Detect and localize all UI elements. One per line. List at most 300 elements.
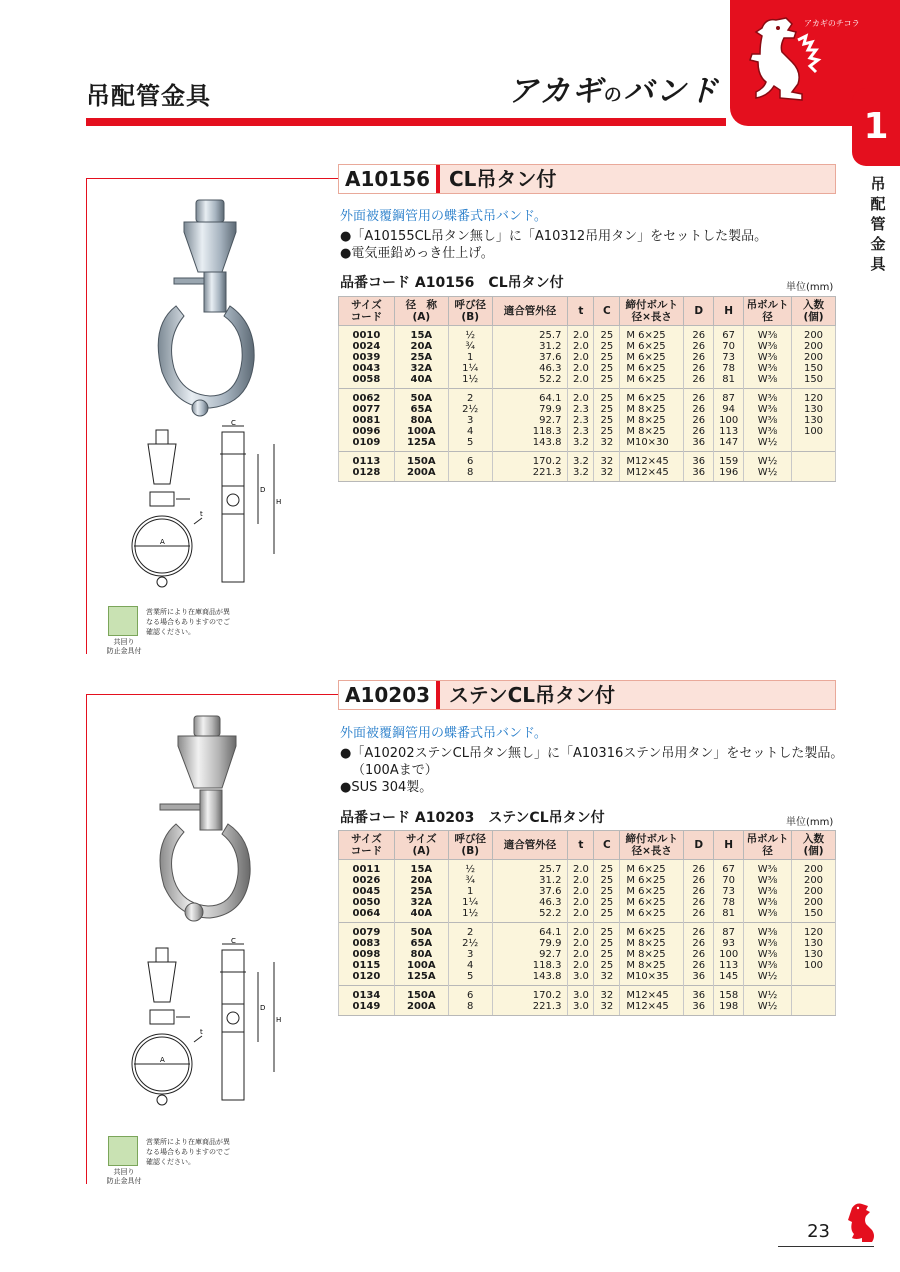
table-cell: 2.0 <box>568 352 594 363</box>
mascot-dinosaur-icon <box>740 10 820 120</box>
table-cell: M 8×25 <box>620 426 684 437</box>
table-cell: M 6×25 <box>620 897 684 908</box>
table-cell: 150 <box>792 374 836 389</box>
table-cell: M 6×25 <box>620 860 684 876</box>
table-cell: 40A <box>394 374 448 389</box>
table-cell: 6 <box>448 452 492 468</box>
table-cell: 0026 <box>339 875 395 886</box>
table-cell: 120 <box>792 923 836 939</box>
table-cell: 3.0 <box>568 971 594 986</box>
dim-label-d: D <box>260 1004 266 1012</box>
table-cell <box>792 1001 836 1016</box>
table-cell: 26 <box>684 389 714 405</box>
table-row <box>339 986 836 1002</box>
table-cell <box>792 986 836 1002</box>
table-cell: 37.6 <box>492 352 568 363</box>
table-cell: 64.1 <box>492 389 568 405</box>
table-cell: 0045 <box>339 886 395 897</box>
table-cell: 8 <box>448 1001 492 1016</box>
table-cell: 25 <box>594 960 620 971</box>
table-cell: 200 <box>792 326 836 342</box>
table-cell: 70 <box>714 875 744 886</box>
table-cell: 25 <box>594 389 620 405</box>
table-cell: 3 <box>448 949 492 960</box>
table-cell: W⅜ <box>744 949 792 960</box>
table-cell: 26 <box>684 374 714 389</box>
table-cell: 32A <box>394 363 448 374</box>
table-cell: 26 <box>684 426 714 437</box>
product-title-bar <box>338 164 836 194</box>
table-cell: 25 <box>594 326 620 342</box>
table-cell: M10×30 <box>620 437 684 452</box>
table-cell: 87 <box>714 389 744 405</box>
table-cell: 150 <box>792 363 836 374</box>
table-cell: 25 <box>594 352 620 363</box>
col-header-bolt: 締付ボルト 径×長さ <box>620 297 684 326</box>
table-cell: 25A <box>394 886 448 897</box>
table-cell: 26 <box>684 875 714 886</box>
section-frame-left <box>86 178 87 654</box>
table-cell: 2.3 <box>568 415 594 426</box>
table-cell: 1 <box>448 352 492 363</box>
brand-logo <box>508 66 720 110</box>
table-cell: 92.7 <box>492 415 568 426</box>
col-header-t: t <box>568 831 594 860</box>
table-row <box>339 389 836 405</box>
table-row <box>339 341 836 352</box>
table-cell: 20A <box>394 341 448 352</box>
product-bullet: （100Aまで） <box>352 763 438 778</box>
dimension-drawing <box>124 419 294 594</box>
table-cell: 0081 <box>339 415 395 426</box>
table-cell: 81 <box>714 908 744 923</box>
table-cell: 2.0 <box>568 897 594 908</box>
table-cell: W½ <box>744 467 792 482</box>
table-cell: W⅜ <box>744 897 792 908</box>
table-cell: 92.7 <box>492 949 568 960</box>
table-cell: 0024 <box>339 341 395 352</box>
table-cell: 2.0 <box>568 860 594 876</box>
table-cell: 143.8 <box>492 971 568 986</box>
table-cell: 2.0 <box>568 341 594 352</box>
table-cell: M 6×25 <box>620 374 684 389</box>
table-cell: 2.0 <box>568 875 594 886</box>
product-summary: 外面被覆鋼管用の蝶番式吊バンド。 <box>340 726 547 741</box>
table-cell: 125A <box>394 971 448 986</box>
dimension-drawing <box>124 937 294 1112</box>
table-cell: 78 <box>714 363 744 374</box>
table-cell: 3 <box>448 415 492 426</box>
table-cell: 0149 <box>339 1001 395 1016</box>
brand-logo-main: アカギ <box>508 74 604 109</box>
table-cell: 0010 <box>339 326 395 342</box>
table-cell: 26 <box>684 960 714 971</box>
table-cell: W⅜ <box>744 404 792 415</box>
table-row <box>339 960 836 971</box>
product-name: CL吊タン付 <box>449 167 557 191</box>
unit-label: 単位(mm) <box>786 282 834 293</box>
table-cell: 26 <box>684 404 714 415</box>
section-frame-top <box>86 178 338 179</box>
table-cell: 26 <box>684 860 714 876</box>
table-cell: 32 <box>594 1001 620 1016</box>
table-row <box>339 415 836 426</box>
table-cell: 0077 <box>339 404 395 415</box>
table-cell: 26 <box>684 908 714 923</box>
table-cell: 2.0 <box>568 363 594 374</box>
icon-caption: 防止金具付 <box>106 647 142 655</box>
table-cell: 130 <box>792 415 836 426</box>
corner-caption: アカギのチコラ <box>804 19 860 28</box>
table-row <box>339 467 836 482</box>
dim-label-a: A <box>160 538 165 546</box>
table-cell: 3.2 <box>568 452 594 468</box>
table-cell: 0011 <box>339 860 395 876</box>
table-cell: W⅜ <box>744 415 792 426</box>
table-cell: 52.2 <box>492 908 568 923</box>
product-bullet: ●「A10155CL吊タン無し」に「A10312吊用タン」をセットした製品。 <box>340 229 768 244</box>
table-cell: 150A <box>394 986 448 1002</box>
table-cell: 26 <box>684 938 714 949</box>
anti-rotation-icon <box>108 606 138 636</box>
table-cell: M12×45 <box>620 467 684 482</box>
product-bullet: ●SUS 304製。 <box>340 780 433 795</box>
table-cell: 3.0 <box>568 986 594 1002</box>
table-cell: 25 <box>594 886 620 897</box>
table-cell: 200A <box>394 467 448 482</box>
col-header-h: H <box>714 297 744 326</box>
table-cell: 3.2 <box>568 467 594 482</box>
table-cell: M 6×25 <box>620 875 684 886</box>
table-cell: M 6×25 <box>620 326 684 342</box>
product-photo <box>148 712 278 932</box>
table-cell: 52.2 <box>492 374 568 389</box>
table-cell: 15A <box>394 326 448 342</box>
table-cell: 5 <box>448 437 492 452</box>
table-cell: 1½ <box>448 908 492 923</box>
table-cell: 0064 <box>339 908 395 923</box>
table-cell: W½ <box>744 437 792 452</box>
table-cell: 1 <box>448 886 492 897</box>
table-cell: 50A <box>394 923 448 939</box>
table-cell: 147 <box>714 437 744 452</box>
table-row <box>339 886 836 897</box>
table-cell: 130 <box>792 404 836 415</box>
dim-label-t: t <box>200 510 203 518</box>
table-cell: M 6×25 <box>620 352 684 363</box>
table-cell: M 6×25 <box>620 908 684 923</box>
brand-logo-tail: バンド <box>623 74 720 109</box>
col-header-size-code: サイズ コード <box>339 831 395 860</box>
table-cell: 31.2 <box>492 341 568 352</box>
table-cell: 4 <box>448 426 492 437</box>
icon-caption: 防止金具付 <box>106 1177 142 1185</box>
table-cell: 221.3 <box>492 467 568 482</box>
table-cell: ½ <box>448 326 492 342</box>
table-cell: 0134 <box>339 986 395 1002</box>
table-cell: 26 <box>684 886 714 897</box>
table-cell: 25 <box>594 860 620 876</box>
dim-label-c: C <box>231 419 236 427</box>
table-row <box>339 326 836 342</box>
table-cell: W½ <box>744 986 792 1002</box>
table-cell: 93 <box>714 938 744 949</box>
table-cell: M 6×25 <box>620 341 684 352</box>
table-cell: M12×45 <box>620 1001 684 1016</box>
table-row <box>339 860 836 876</box>
table-cell: 26 <box>684 897 714 908</box>
table-cell: 73 <box>714 352 744 363</box>
table-cell: 26 <box>684 923 714 939</box>
table-cell: M12×45 <box>620 986 684 1002</box>
table-cell: 25 <box>594 923 620 939</box>
col-header-hanger-bolt: 吊ボルト 径 <box>744 831 792 860</box>
col-header-hanger-bolt: 吊ボルト 径 <box>744 297 792 326</box>
table-cell: 0128 <box>339 467 395 482</box>
col-header-c: C <box>594 831 620 860</box>
table-cell: 25.7 <box>492 326 568 342</box>
table-cell: 125A <box>394 437 448 452</box>
table-cell: 100 <box>792 426 836 437</box>
dim-label-t: t <box>200 1028 203 1036</box>
table-cell: 130 <box>792 949 836 960</box>
table-cell: 65A <box>394 938 448 949</box>
table-cell: 36 <box>684 986 714 1002</box>
product-title-bar <box>338 680 836 710</box>
table-cell: 25 <box>594 374 620 389</box>
table-cell: 65A <box>394 404 448 415</box>
col-header-h: H <box>714 831 744 860</box>
col-header-pipe-od: 適合管外径 <box>492 297 568 326</box>
table-cell: 32 <box>594 452 620 468</box>
table-cell: 158 <box>714 986 744 1002</box>
mascot-small-icon <box>844 1200 880 1244</box>
table-cell: 2.0 <box>568 326 594 342</box>
table-cell: 25A <box>394 352 448 363</box>
col-header-qty: 入数 (個) <box>792 297 836 326</box>
table-cell: 36 <box>684 452 714 468</box>
table-cell: 64.1 <box>492 923 568 939</box>
chapter-tab[interactable]: 1 <box>852 88 900 166</box>
table-cell: ¾ <box>448 875 492 886</box>
table-cell: 26 <box>684 949 714 960</box>
table-row <box>339 923 836 939</box>
table-cell: 200 <box>792 352 836 363</box>
table-cell: 73 <box>714 886 744 897</box>
col-header-nominal-b: 呼び径 (B) <box>448 297 492 326</box>
table-row <box>339 971 836 986</box>
product-photo <box>148 196 278 426</box>
table-cell: 26 <box>684 352 714 363</box>
col-header-nominal-b: 呼び径 (B) <box>448 831 492 860</box>
table-cell: 150 <box>792 908 836 923</box>
table-cell: M 8×25 <box>620 960 684 971</box>
table-cell: 2.0 <box>568 949 594 960</box>
table-cell: W⅜ <box>744 374 792 389</box>
col-header-size-code: サイズ コード <box>339 297 395 326</box>
table-cell: 145 <box>714 971 744 986</box>
table-cell: 1½ <box>448 374 492 389</box>
table-cell: 25 <box>594 415 620 426</box>
table-cell: 2½ <box>448 404 492 415</box>
table-cell: 200 <box>792 875 836 886</box>
table-cell: 0109 <box>339 437 395 452</box>
table-cell: W½ <box>744 971 792 986</box>
table-cell: W⅜ <box>744 426 792 437</box>
product-code: A10156 <box>339 165 440 193</box>
page-number: 23 <box>807 1221 830 1242</box>
table-cell: 113 <box>714 426 744 437</box>
table-cell: 0043 <box>339 363 395 374</box>
table-cell: W⅜ <box>744 341 792 352</box>
table-cell: 143.8 <box>492 437 568 452</box>
table-cell: 37.6 <box>492 886 568 897</box>
table-cell: W⅜ <box>744 860 792 876</box>
table-cell: 120 <box>792 389 836 405</box>
table-cell: M12×45 <box>620 452 684 468</box>
table-cell: 0113 <box>339 452 395 468</box>
table-cell: 2 <box>448 389 492 405</box>
col-header-c: C <box>594 297 620 326</box>
table-cell: 25 <box>594 426 620 437</box>
table-cell: M10×35 <box>620 971 684 986</box>
table-cell: 20A <box>394 875 448 886</box>
table-cell: 2.3 <box>568 404 594 415</box>
table-cell: 94 <box>714 404 744 415</box>
table-cell: W⅜ <box>744 938 792 949</box>
table-cell <box>792 452 836 468</box>
table-cell <box>792 971 836 986</box>
product-bullet: ●電気亜鉛めっき仕上げ。 <box>340 246 494 261</box>
brand-logo-no: の <box>603 85 624 106</box>
table-cell <box>792 437 836 452</box>
table-cell: 0039 <box>339 352 395 363</box>
code-line: 品番コード A10203 ステンCL吊タン付 <box>340 810 605 826</box>
product-code: A10203 <box>339 681 440 709</box>
table-cell: 198 <box>714 1001 744 1016</box>
table-cell: 100 <box>792 960 836 971</box>
section-frame-top <box>86 694 338 695</box>
table-cell: 100A <box>394 426 448 437</box>
col-header-qty: 入数 (個) <box>792 831 836 860</box>
table-cell: 8 <box>448 467 492 482</box>
table-cell: 0120 <box>339 971 395 986</box>
table-cell: 4 <box>448 960 492 971</box>
table-cell: 25 <box>594 908 620 923</box>
col-header-t: t <box>568 297 594 326</box>
col-header-bolt: 締付ボルト 径×長さ <box>620 831 684 860</box>
table-cell: 113 <box>714 960 744 971</box>
table-cell: 130 <box>792 938 836 949</box>
table-cell: 0098 <box>339 949 395 960</box>
table-cell: ¾ <box>448 341 492 352</box>
table-cell: 0083 <box>339 938 395 949</box>
dim-label-h: H <box>276 1016 282 1024</box>
table-row <box>339 426 836 437</box>
table-cell: 2.0 <box>568 886 594 897</box>
table-cell: 67 <box>714 860 744 876</box>
table-cell: M 8×25 <box>620 938 684 949</box>
table-cell: 40A <box>394 908 448 923</box>
table-row <box>339 908 836 923</box>
table-cell: 2.0 <box>568 389 594 405</box>
table-cell: 26 <box>684 415 714 426</box>
table-cell: ½ <box>448 860 492 876</box>
table-cell: 1¼ <box>448 897 492 908</box>
table-cell: M 6×25 <box>620 886 684 897</box>
table-cell: 5 <box>448 971 492 986</box>
table-cell: 170.2 <box>492 986 568 1002</box>
col-header-d: D <box>684 297 714 326</box>
table-cell: 200A <box>394 1001 448 1016</box>
table-row <box>339 374 836 389</box>
table-cell: M 6×25 <box>620 389 684 405</box>
table-cell: 15A <box>394 860 448 876</box>
dim-label-h: H <box>276 498 282 506</box>
table-cell: 200 <box>792 897 836 908</box>
product-summary: 外面被覆鋼管用の蝶番式吊バンド。 <box>340 209 547 224</box>
table-cell: W⅜ <box>744 352 792 363</box>
table-cell: 0062 <box>339 389 395 405</box>
table-cell: 78 <box>714 897 744 908</box>
table-cell: 0115 <box>339 960 395 971</box>
table-cell: 80A <box>394 415 448 426</box>
table-cell: 2½ <box>448 938 492 949</box>
table-row <box>339 363 836 374</box>
table-cell: 2.0 <box>568 374 594 389</box>
table-cell: M 6×25 <box>620 363 684 374</box>
table-cell: 221.3 <box>492 1001 568 1016</box>
spec-table <box>338 830 836 1016</box>
table-cell: 36 <box>684 1001 714 1016</box>
table-cell: 200 <box>792 341 836 352</box>
table-cell: M 6×25 <box>620 923 684 939</box>
table-row <box>339 897 836 908</box>
table-cell: 25 <box>594 363 620 374</box>
table-cell: W⅜ <box>744 923 792 939</box>
table-cell: 196 <box>714 467 744 482</box>
chapter-label: 吊配管金具 <box>870 175 886 273</box>
table-cell: 1¼ <box>448 363 492 374</box>
table-cell: 170.2 <box>492 452 568 468</box>
table-cell: 0096 <box>339 426 395 437</box>
col-header-pipe-od: 適合管外径 <box>492 831 568 860</box>
product-bullet: ●「A10202ステンCL吊タン無し」に「A10316ステン吊用タン」をセットした製品。 <box>340 746 844 761</box>
col-header-size: サイズ (A) <box>394 831 448 860</box>
table-cell: W½ <box>744 1001 792 1016</box>
dim-label-c: C <box>231 937 236 945</box>
table-cell: 150A <box>394 452 448 468</box>
table-cell <box>792 467 836 482</box>
table-cell: 70 <box>714 341 744 352</box>
table-cell: 46.3 <box>492 897 568 908</box>
table-cell: 79.9 <box>492 938 568 949</box>
table-cell: 0079 <box>339 923 395 939</box>
table-cell: W⅜ <box>744 875 792 886</box>
table-cell: 32 <box>594 437 620 452</box>
table-cell: 6 <box>448 986 492 1002</box>
table-row <box>339 437 836 452</box>
table-cell: 81 <box>714 374 744 389</box>
table-row <box>339 404 836 415</box>
table-cell: 118.3 <box>492 960 568 971</box>
table-cell: 26 <box>684 341 714 352</box>
table-cell: 200 <box>792 886 836 897</box>
table-cell: M 8×25 <box>620 404 684 415</box>
table-cell: 67 <box>714 326 744 342</box>
table-cell: 26 <box>684 326 714 342</box>
section-frame-left <box>86 694 87 1184</box>
